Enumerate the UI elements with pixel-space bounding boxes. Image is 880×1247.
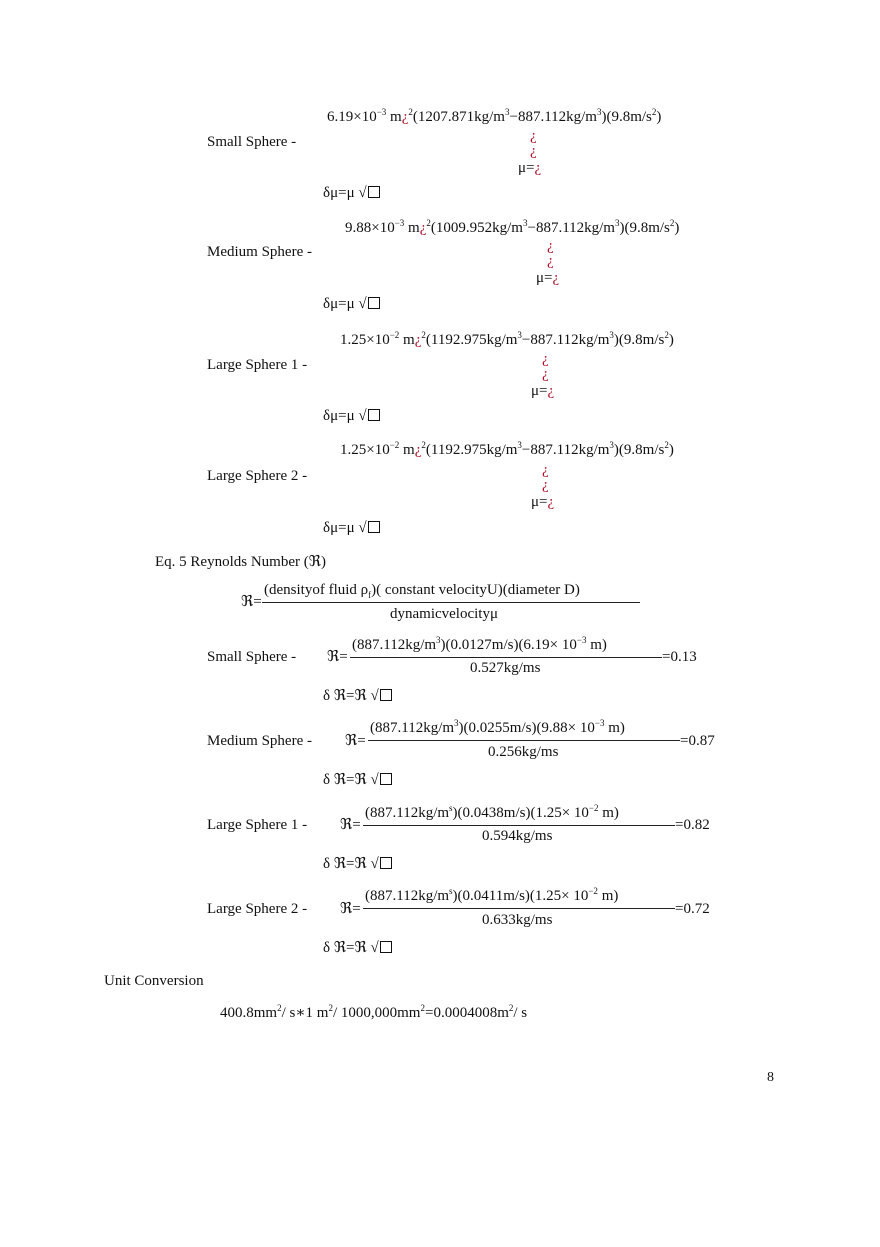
re-label-small: Small Sphere - [207,649,297,665]
re-label-large2: Large Sphere 2 - [207,901,308,917]
visc-numerator-medium: $9.88\times 10^{-3}$ $m¿^2(1009.952kg/m^3-887.112kg/m^3)(9.8m/s^2)$ [345,218,680,236]
re-result-medium: =0.87 [680,733,715,749]
radical-box-icon [380,941,392,953]
page-number: 8 [767,1070,774,1085]
re-fraction-bar [368,740,680,741]
unit-conversion-equation: $400.8mm^2/$ s∗1 $m^2/$ $1000,000mm^2=0.0004008m^2/$ s [220,1003,528,1021]
radical-box-icon [380,773,392,785]
visc-red-glyph: ¿ [542,477,549,493]
visc-red-glyph: ¿ [542,351,549,367]
visc-label-large2: Large Sphere 2 - [207,468,308,484]
re-result-large1: =0.82 [675,817,710,833]
visc-red-glyph: ¿ [547,238,554,254]
visc-label-small: Small Sphere - [207,134,297,150]
delta-re-medium: δ ℜ=ℜ √ [323,773,392,788]
reynolds-general-fraction-bar [262,602,640,603]
re-lhs: ℜ= [327,649,348,665]
visc-numerator-small: $6.19\times 10^{-3}$ $m¿^2(1207.871kg/m^3-887.112kg/m^3)(9.8m/s^2)$ [327,107,662,125]
visc-numerator-large1: $1.25\times 10^{-2}$ $m¿^2(1192.975kg/m^3-887.112kg/m^3)(9.8m/s^2)$ [340,330,674,348]
radical-box-icon [380,689,392,701]
re-label-medium: Medium Sphere - [207,733,312,749]
re-numerator-large1: $(887.112kg/m^s)(0.0438m/s)(1.25\times 10^{-2}$ m) [365,803,619,821]
reynolds-general-lhs: ℜ= [241,594,262,610]
re-denominator-large1: 0.594kg/ms [482,828,553,844]
visc-red-glyph: ¿ [530,143,537,159]
re-result-small: =0.13 [662,649,697,665]
re-lhs: ℜ= [340,817,361,833]
re-lhs: ℜ= [340,901,361,917]
delta-mu-small: δμ=μ √ [323,186,380,201]
re-result-large2: =0.72 [675,901,710,917]
radical-box-icon [368,297,380,309]
re-label-large1: Large Sphere 1 - [207,817,308,833]
delta-re-small: δ ℜ=ℜ √ [323,689,392,704]
reynolds-general-denominator: dynamicvelocityμ [390,606,499,622]
visc-red-glyph: ¿ [542,462,549,478]
visc-red-glyph: ¿ [547,253,554,269]
visc-red-glyph: ¿ [530,128,537,144]
reynolds-heading: Eq. 5 Reynolds Number (ℜ) [155,554,326,570]
unit-conversion-heading: Unit Conversion [104,973,204,989]
re-fraction-bar [363,825,675,826]
radical-box-icon [380,857,392,869]
visc-label-large1: Large Sphere 1 - [207,357,308,373]
re-numerator-small: $(887.112kg/m^3)(0.0127m/s)(6.19\times 10^{-3}$ m) [352,635,607,653]
re-fraction-bar [350,657,662,658]
radical-box-icon [368,521,380,533]
visc-numerator-large2: $1.25\times 10^{-2}$ $m¿^2(1192.975kg/m^3-887.112kg/m^3)(9.8m/s^2)$ [340,440,674,458]
delta-re-large1: δ ℜ=ℜ √ [323,857,392,872]
delta-mu-medium: δμ=μ √ [323,297,380,312]
re-denominator-small: 0.527kg/ms [470,660,541,676]
re-numerator-medium: $(887.112kg/m^3)(0.0255m/s)(9.88\times 10^{-3}$ m) [370,718,625,736]
delta-re-large2: δ ℜ=ℜ √ [323,941,392,956]
radical-box-icon [368,186,380,198]
re-fraction-bar [363,908,675,909]
visc-mu-eq: μ=¿ [531,494,555,510]
re-lhs: ℜ= [345,733,366,749]
radical-box-icon [368,409,380,421]
reynolds-general-numerator: (densityof fluid $\rho_f$)( constant velocityU)(diameter D) [264,582,580,600]
re-numerator-large2: $(887.112kg/m^s)(0.0411m/s)(1.25\times 10^{-2}$ m) [365,886,619,904]
visc-mu-eq: μ=¿ [518,160,542,176]
re-denominator-medium: 0.256kg/ms [488,744,559,760]
visc-label-medium: Medium Sphere - [207,244,312,260]
re-denominator-large2: 0.633kg/ms [482,912,553,928]
delta-mu-large1: δμ=μ √ [323,409,380,424]
visc-mu-eq: μ=¿ [536,270,560,286]
visc-mu-eq: μ=¿ [531,383,555,399]
delta-mu-large2: δμ=μ √ [323,521,380,536]
visc-red-glyph: ¿ [542,366,549,382]
